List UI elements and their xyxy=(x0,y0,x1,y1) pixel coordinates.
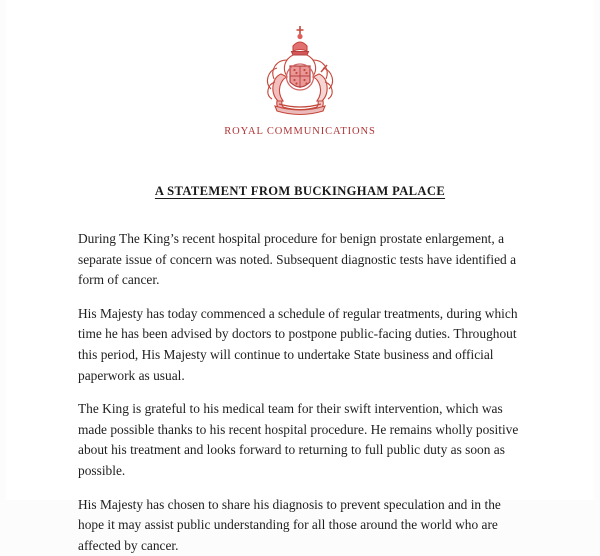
statement-paragraph: His Majesty has today commenced a schedule of regular treatments, during which time he has been advised by doctors to postpone public-facing duties. Throughout this period, His Majesty will continue to undertake State business and official paperwork as usual. xyxy=(78,305,518,383)
statement-paragraph: His Majesty has chosen to share his diagnosis to prevent speculation and in the hope it may assist public understanding for all those around the world who are affected by cancer. xyxy=(78,496,501,553)
organisation-name: ROYAL COMMUNICATIONS xyxy=(224,126,376,137)
statement-paragraph: The King is grateful to his medical team for their swift intervention, which was made possible thanks to his recent hospital procedure. He remains wholly positive about his treatment and looks forward to returning to full public duty as soon as possible. xyxy=(78,401,519,478)
royal-coat-of-arms-icon xyxy=(257,22,343,114)
letterhead xyxy=(6,0,594,137)
page-title: A STATEMENT FROM BUCKINGHAM PALACE xyxy=(154,184,446,198)
statement-document-page xyxy=(6,0,594,553)
statement-body xyxy=(6,229,594,556)
statement-paragraph: During The King’s recent hospital procedure for benign prostate enlargement, a separate issue of concern was noted. Subsequent diagnostic tests have identified a form of cancer. xyxy=(78,231,517,288)
